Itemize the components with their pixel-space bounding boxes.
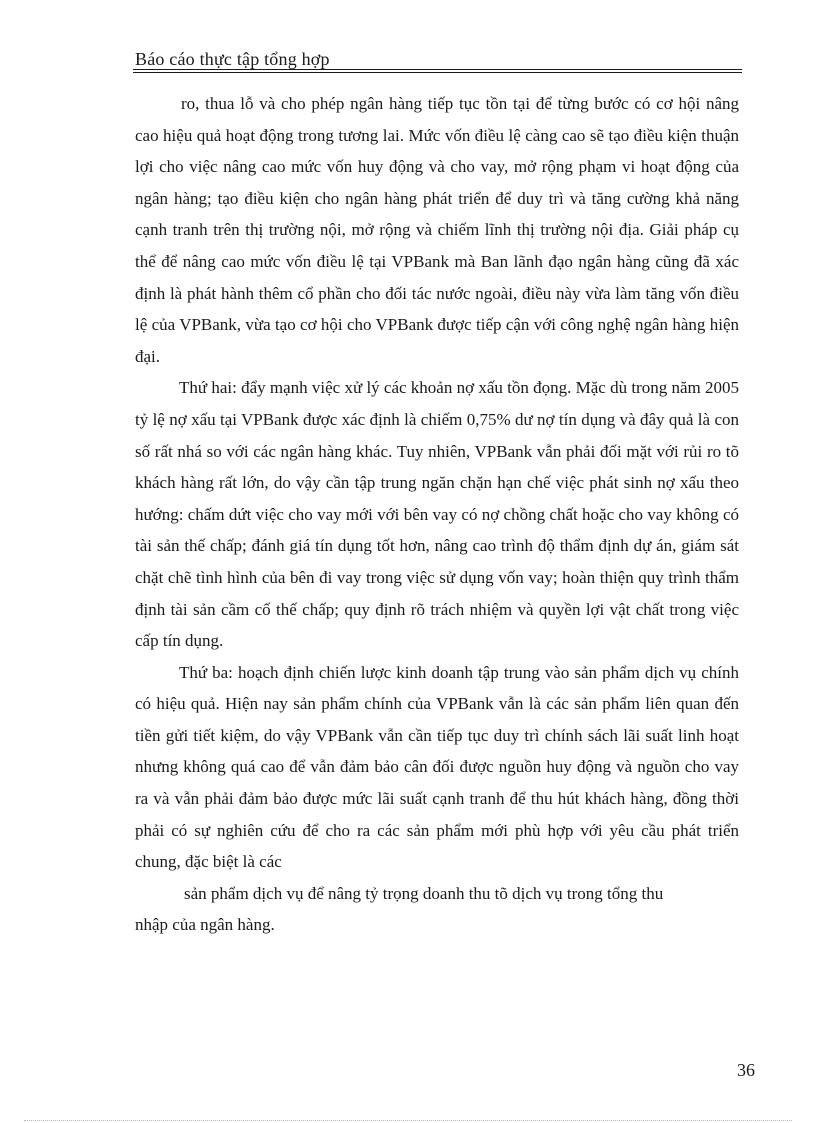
running-header-title: Báo cáo thực tập tổng hợp: [135, 49, 330, 69]
body-text: [135, 88, 739, 941]
paragraph-third-solution-end: [135, 878, 739, 941]
header-rule-top: [133, 69, 742, 70]
paragraph-line-last: nhập của ngân hàng.: [135, 915, 275, 935]
page-bottom-border: [24, 1120, 792, 1121]
paragraph-third-solution: Thứ ba: hoạch định chiến lược kinh doanh tập trung vào sản phẩm dịch vụ chính có hiệu quả. Hiện nay sản phẩm chính của VPBank vẫn là các sản phẩm liên quan đến tiền gửi tiết kiệm, do vậy VPBank vẫn cần tiếp tục duy trì chính sách lãi suất linh hoạt nhưng không quá cao để vẫn đảm bảo cân đối được nguồn huy động và nguồn cho vay ra và vẫn phải đảm bảo được mức lãi suất cạnh tranh để thu hút khách hàng, đồng thời phải có sự nghiên cứu để cho ra các sản phẩm mới phù hợp với yêu cầu phát triển chung, đặc biệt là các: [135, 662, 739, 872]
paragraph-second-solution: Thứ hai: đẩy mạnh việc xử lý các khoản nợ xấu tồn đọng. Mặc dù trong năm 2005 tỷ lệ nợ xấu tại VPBank được xác định là chiếm 0,75% dư nợ tín dụng và đây quả là con số rất nhá so với các ngân hàng khác. Tuy nhiên, VPBank vẫn phải đối mặt với rủi ro tõ khách hàng rất lớn, do vậy cần tập trung ngăn chặn hạn chế việc phát sinh nợ xấu theo hướng: chấm dứt việc cho vay mới với bên vay có nợ chồng chất hoặc cho vay không có tài sản thế chấp; đánh giá tín dụng tốt hơn, nâng cao trình độ thẩm định dự án, giám sát chặt chẽ tình hình của bên đi vay trong việc sử dụng vốn vay; hoàn thiện quy trình thẩm định tài sản cầm cố thế chấp; quy định rõ trách nhiệm và quyền lợi vật chất trong việc cấp tín dụng.: [135, 378, 739, 651]
paragraph-line: sản phẩm dịch vụ để nâng tỷ trọng doanh thu tõ dịch vụ trong tổng thu: [184, 883, 664, 903]
paragraph-continuation: ro, thua lỗ và cho phép ngân hàng tiếp tục tồn tại để từng bước có cơ hội nâng cao hiệu quả hoạt động trong tương lai. Mức vốn điều lệ càng cao sẽ tạo điều kiện thuận lợi cho việc nâng cao mức vốn huy động và cho vay, mở rộng phạm vi hoạt động của ngân hàng; tạo điều kiện cho ngân hàng phát triển để duy trì và tăng cường khả năng cạnh tranh trên thị trường nội, mở rộng và chiếm lĩnh thị trường nội địa. Giải pháp cụ thể để nâng cao mức vốn điều lệ tại VPBank mà Ban lãnh đạo ngân hàng cũng đã xác định là phát hành thêm cổ phần cho đối tác nước ngoài, điều này vừa làm tăng vốn điều lệ của VPBank, vừa tạo cơ hội cho VPBank được tiếp cận với công nghệ ngân hàng hiện đại.: [135, 94, 739, 366]
page-number: 36: [737, 1060, 755, 1080]
header-rule-bottom: [133, 72, 742, 73]
